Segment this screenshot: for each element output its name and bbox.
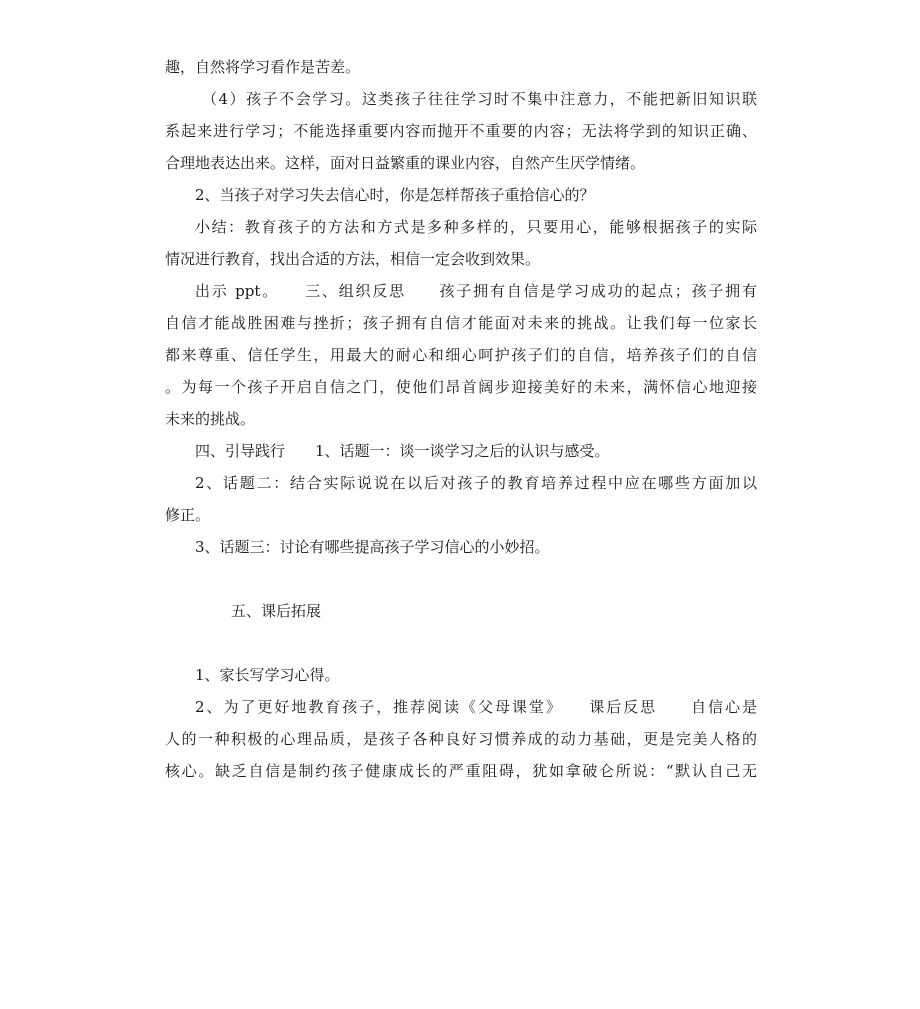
spacer [165, 627, 757, 659]
text-line-8: 出示 ppt。 三、组织反思 孩子拥有自信是学习成功的起点；孩子拥有 [195, 282, 757, 300]
text-line-12: 未来的挑战。 [165, 410, 256, 428]
text-line-5: 2、当孩子对学习失去信心时，你是怎样帮孩子重拾信心的？ [195, 186, 595, 204]
text-line-21: 核心。缺乏自信是制约孩子健康成长的严重阻碍，犹如拿破仑所说：“默认自己无 [165, 762, 757, 780]
document-page [165, 51, 757, 787]
text-line-16: 3、话题三：讨论有哪些提高孩子学习信心的小妙招。 [195, 538, 550, 556]
text-line-7: 情况进行教育，找出合适的方法，相信一定会收到效果。 [165, 250, 541, 268]
text-line-13: 四、引导践行 1、话题一：谈一谈学习之后的认识与感受。 [195, 442, 610, 460]
text-line-18: 1、家长写学习心得。 [195, 666, 340, 684]
text-line-20: 人的一种积极的心理品质，是孩子各种良好习惯养成的动力基础，更是完美人格的 [165, 730, 757, 748]
text-line-1: 趣，自然将学习看作是苦差。 [165, 58, 361, 76]
text-line-11: 。为每一个孩子开启自信之门，使他们昂首阔步迎接美好的未来，满怀信心地迎接 [165, 378, 757, 396]
text-line-19: 2、为了更好地教育孩子，推荐阅读《父母课堂》 课后反思 自信心是 [195, 698, 757, 716]
text-line-3: 系起来进行学习；不能选择重要内容而抛开不重要的内容；无法将学到的知识正确、 [165, 122, 757, 140]
text-line-10: 都来尊重、信任学生，用最大的耐心和细心呵护孩子们的自信，培养孩子们的自信 [165, 346, 757, 364]
text-line-9: 自信才能战胜困难与挫折；孩子拥有自信才能面对未来的挑战。让我们每一位家长 [165, 314, 757, 332]
spacer [165, 563, 757, 595]
text-line-15: 修正。 [165, 506, 211, 524]
text-line-2: （4）孩子不会学习。这类孩子往往学习时不集中注意力，不能把新旧知识联 [202, 90, 757, 108]
text-line-6: 小结：教育孩子的方法和方式是多种多样的，只要用心，能够根据孩子的实际 [195, 218, 757, 236]
section-heading: 五、课后拓展 [231, 602, 322, 620]
text-line-14: 2、话题二：结合实际说说在以后对孩子的教育培养过程中应在哪些方面加以 [195, 474, 757, 492]
text-line-4: 合理地表达出来。这样，面对日益繁重的课业内容，自然产生厌学情绪。 [165, 154, 646, 172]
